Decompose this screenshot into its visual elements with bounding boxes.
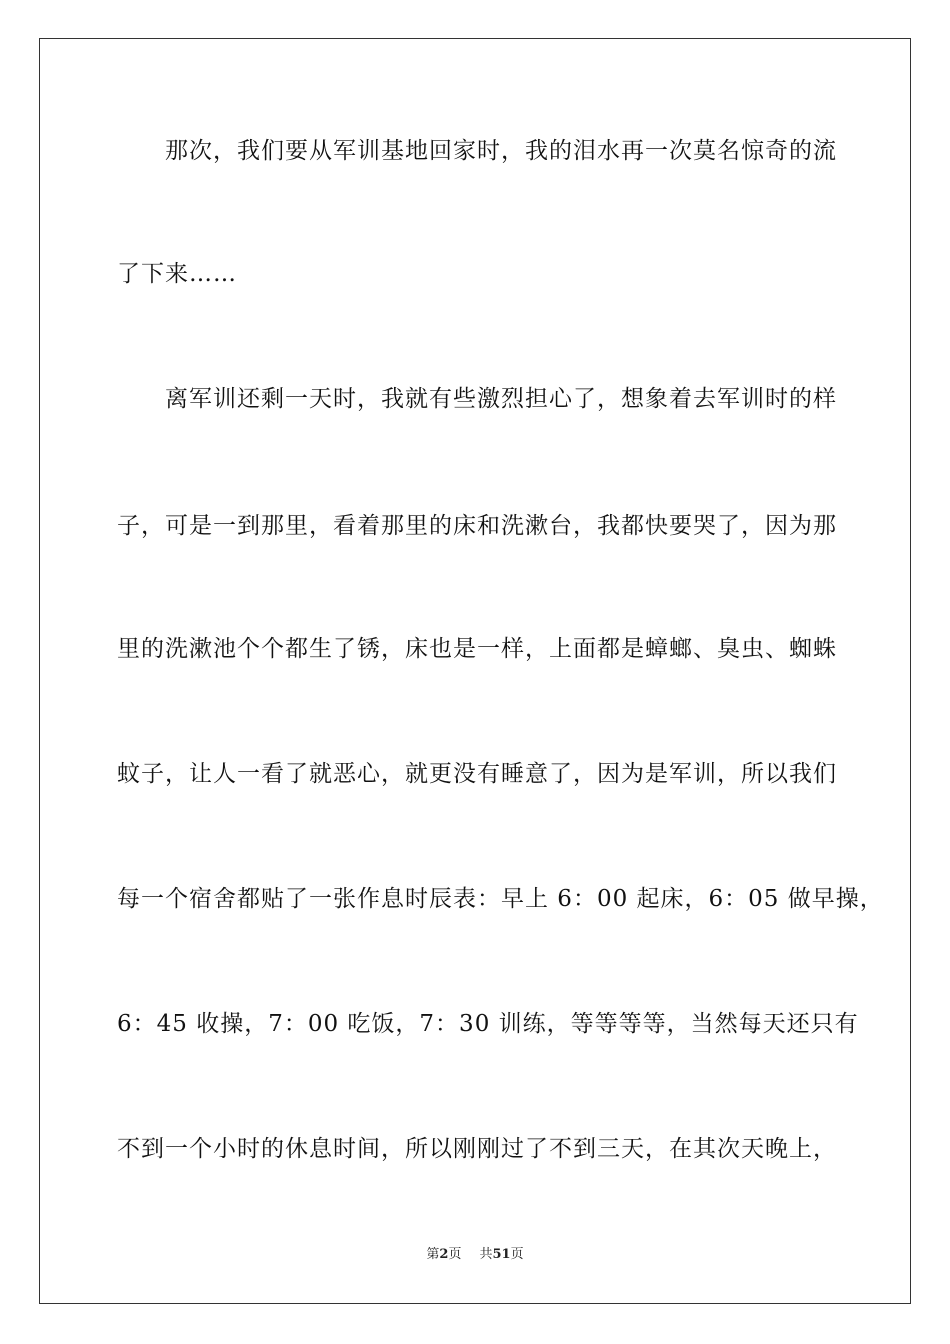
page-footer	[0, 1246, 950, 1264]
paragraph-1-line-2: 了下来……	[117, 261, 237, 287]
paragraph-2-line-5: 每一个宿舍都贴了一张作息时辰表：早上 6：00 起床，6：05 做早操，	[117, 886, 884, 912]
paragraph-2-line-1: 离军训还剩一天时，我就有些激烈担心了，想象着去军训时的样	[117, 386, 837, 412]
footer-page-prefix: 第	[426, 1247, 440, 1262]
paragraph-2-line-6: 6：45 收操，7：00 吃饭，7：30 训练，等等等等，当然每天还只有	[117, 1011, 859, 1037]
page-border	[39, 38, 911, 1304]
paragraph-2-line-2: 子，可是一到那里，看着那里的床和洗漱台，我都快要哭了，因为那	[117, 513, 837, 539]
footer-total-pages: 51	[492, 1247, 511, 1262]
paragraph-2-line-3: 里的洗漱池个个都生了锈，床也是一样，上面都是蟑螂、臭虫、蜘蛛	[117, 636, 837, 662]
paragraph-2-line-7: 不到一个小时的休息时间，所以刚刚过了不到三天，在其次天晚上，	[117, 1136, 837, 1162]
paragraph-2-line-4: 蚊子，让人一看了就恶心，就更没有睡意了，因为是军训，所以我们	[117, 761, 837, 787]
paragraph-1-line-1: 那次，我们要从军训基地回家时，我的泪水再一次莫名惊奇的流	[117, 138, 837, 164]
footer-page-suffix: 页	[448, 1247, 462, 1262]
footer-page-number: 2	[439, 1247, 449, 1262]
footer-total-prefix: 共	[479, 1247, 493, 1262]
footer-total-suffix: 页	[510, 1247, 524, 1262]
